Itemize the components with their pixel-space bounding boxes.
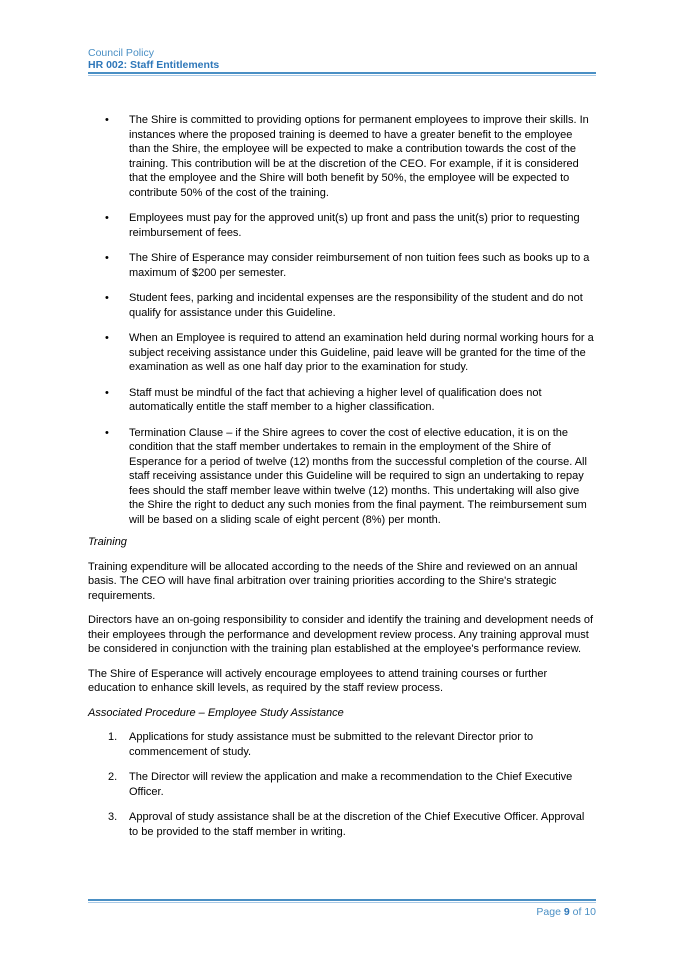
list-item [88, 251, 596, 280]
list-item-text: Employees must pay for the approved unit(s) up front and pass the unit(s) prior to requesting reimbursement of fees. [129, 212, 580, 239]
step-number: 2. [108, 771, 118, 783]
header-policy-type: Council Policy [88, 47, 154, 59]
bullet-icon: • [105, 386, 109, 399]
list-item-text: Student fees, parking and incidental expenses are the responsibility of the student and do not qualify for assistance under this Guideline. [129, 292, 583, 319]
page-word: Page [536, 906, 561, 918]
step-number: 1. [108, 731, 118, 743]
bullet-icon: • [105, 252, 109, 264]
list-item [88, 331, 596, 375]
step-text: Applications for study assistance must be submitted to the relevant Director prior to commencement of study. [129, 731, 534, 758]
of-word: of [572, 906, 582, 918]
list-item-text: When an Employee is required to attend an examination held during normal working hours for a subject receiving assistance under this Guideline, paid leave will be granted for the time of the examination as well as one half day prior to the examination for study. [129, 332, 594, 373]
header-policy-title: HR 002: Staff Entitlements [88, 59, 220, 71]
page-body [88, 113, 596, 850]
training-paragraph: Directors have an on-going responsibility to consider and identify the training and development needs of their employees through the performance and development review process. Any training approval must be considered in conjunction with the training plan established at the employee's performance review. [88, 614, 594, 655]
list-item [88, 730, 596, 759]
list-item-text: Termination Clause – if the Shire agrees to cover the cost of elective education, it is on the condition that the staff member undertakes to remain in the employment of the Shire of Esperance for a period of twelve (12) months from the successful completion of the course. All staff receiving assistance under this Guideline will be required to sign an undertaking to repay fees should the staff member leave within twelve (12) months. This undertaking will also give the Shire the right to deduct any such monies from the final payment. The reimbursement sum will be based on a sliding scale of eight percent (8%) per month. [129, 426, 587, 526]
list-item [88, 113, 596, 200]
step-text: Approval of study assistance shall be at the discretion of the Chief Executive Officer. Approval to be provided to the staff member in writing. [129, 811, 585, 838]
list-item [88, 386, 596, 415]
header-rule [88, 72, 596, 76]
total-pages: 10 [584, 906, 596, 918]
bullet-icon: • [105, 292, 109, 304]
list-item [88, 810, 596, 839]
training-heading: Training [88, 536, 127, 548]
bullet-list [88, 113, 596, 527]
list-item-text: Staff must be mindful of the fact that achieving a higher level of qualification does not automatically entitle the staff member to a higher classification. [129, 386, 542, 413]
page-header [88, 47, 596, 71]
list-item [88, 426, 596, 528]
procedure-heading: Associated Procedure – Employee Study Assistance [88, 706, 344, 719]
step-text: The Director will review the application and make a recommendation to the Chief Executive Officer. [129, 771, 573, 798]
list-item-text: The Shire of Esperance may consider reimbursement of non tuition fees such as books up to a maximum of $200 per semester. [129, 252, 590, 279]
training-paragraph: The Shire of Esperance will actively encourage employees to attend training courses or further education to enhance skill levels, as required by the staff review process. [88, 667, 548, 694]
page-number: 9 [563, 906, 570, 918]
bullet-icon: • [105, 114, 109, 126]
list-item [88, 291, 596, 320]
footer-rule [88, 899, 596, 903]
bullet-icon: • [105, 332, 109, 344]
procedure-steps [88, 730, 596, 839]
list-item-text: The Shire is committed to providing options for permanent employees to improve their skills. In instances where the proposed training is deemed to have a greater benefit to the employee than the Shire, the employee will be expected to make a contribution towards the cost of the training. This contribution will be at the discretion of the CEO. For example, if it is considered that the employee and the Shire will both benefit by 50%, the employee will be expected to contribute 50% of the cost of the training. [129, 114, 589, 199]
list-item [88, 770, 596, 799]
training-paragraph: Training expenditure will be allocated according to the needs of the Shire and reviewed on an annual basis. The CEO will have final arbitration over training priorities according to the Shire's strategic requirements. [88, 560, 578, 602]
page-footer [88, 906, 596, 918]
bullet-icon: • [105, 426, 109, 439]
list-item [88, 211, 596, 240]
bullet-icon: • [105, 212, 109, 224]
step-number: 3. [108, 811, 118, 823]
